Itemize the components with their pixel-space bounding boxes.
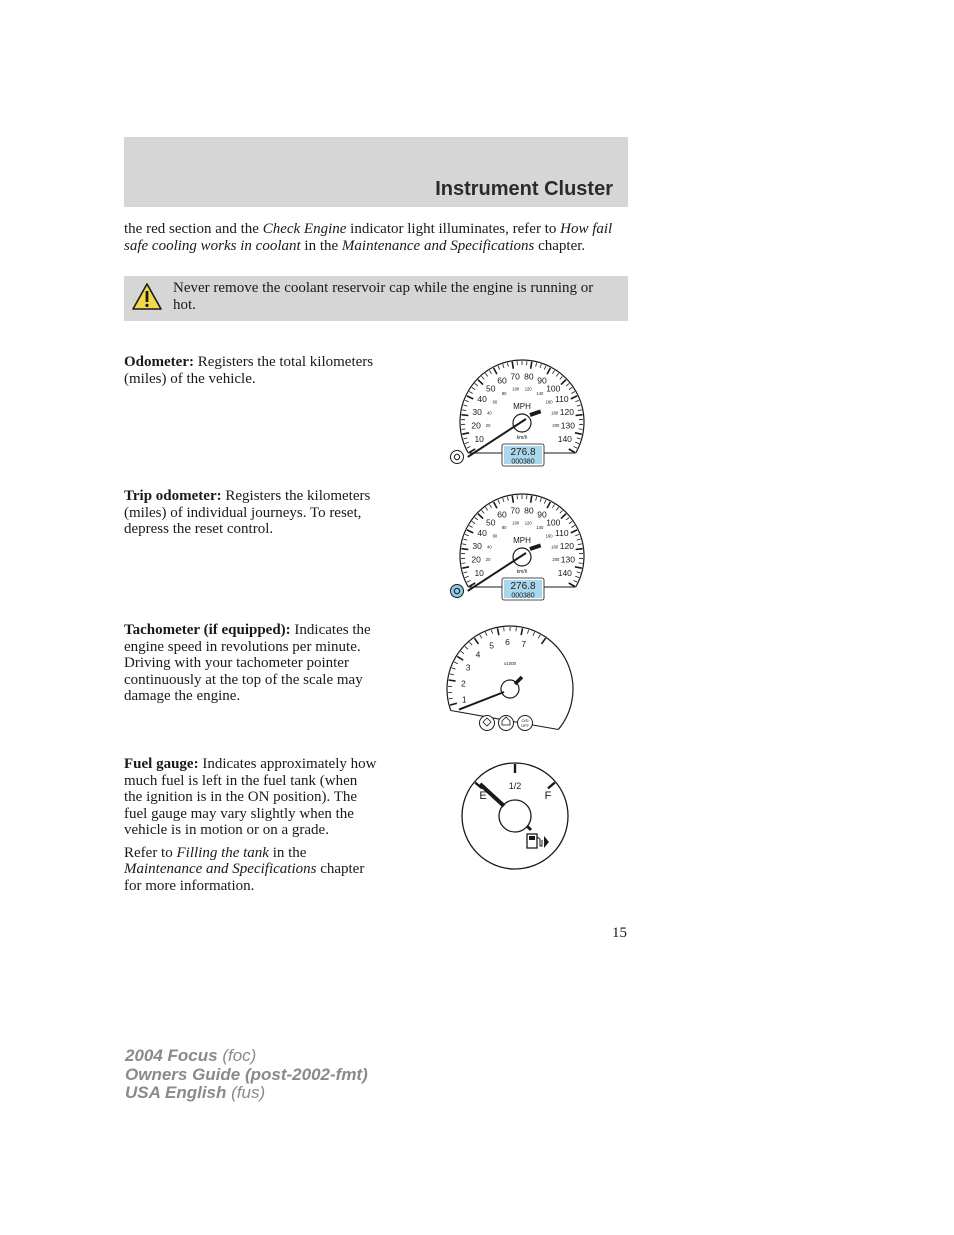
kmh-label: 180 (551, 410, 559, 416)
mph-label: 140 (557, 567, 572, 578)
fuel-gauge-desc: Indicates approximately how much fuel is left in the fuel tank (when the ignition is in the ON position). The fuel gauge may vary slightly when the vehicle is in motion or on a grade. (124, 756, 377, 838)
tach-label: 5 (489, 640, 495, 651)
kmh-label: 60 (492, 533, 498, 539)
odometer-desc: Registers the total kilometers (miles) of the vehicle. (124, 354, 374, 387)
footer-line-language (125, 1084, 368, 1103)
footer-language: USA English (125, 1083, 227, 1102)
mph-unit-label: MPH (513, 536, 531, 545)
warning-triangle-icon (131, 282, 163, 312)
footer-model-code: (foc) (217, 1046, 257, 1065)
mph-label: 90 (537, 375, 547, 386)
footer-model: 2004 Focus (125, 1046, 218, 1065)
speedometer-tick (531, 496, 532, 503)
fuel-full-label: F (544, 790, 552, 802)
tach-label: 2 (460, 678, 466, 689)
intro-text: indicator light illuminates, refer to (346, 221, 561, 237)
od-label: O/D (521, 718, 529, 723)
kmh-label: 40 (486, 544, 492, 550)
mph-label: 100 (546, 383, 561, 394)
speedometer-tick (576, 549, 583, 550)
tach-label: 6 (505, 637, 510, 648)
kmh-label: 120 (524, 386, 532, 392)
speedometer-trip-illustration (445, 486, 595, 606)
tach-label: 4 (475, 649, 481, 660)
mph-label: 20 (471, 554, 481, 565)
trip-odometer-paragraph (124, 488, 379, 538)
mph-label: 10 (474, 567, 484, 578)
speedometer-tick (512, 496, 513, 503)
kmh-label: 100 (512, 386, 520, 392)
mph-label: 20 (471, 420, 481, 431)
fail-safe-ref: How fail safe cooling works in coolant (124, 221, 613, 254)
tachometer-paragraph (124, 622, 379, 705)
needle-hub (513, 414, 531, 432)
mph-label: 120 (559, 540, 574, 551)
trip-odometer-term: Trip odometer: (124, 488, 222, 504)
odometer-readout: 000380 (511, 458, 535, 466)
off-label: OFF (521, 723, 529, 728)
section-title: Instrument Cluster (435, 178, 613, 200)
intro-text: in the (300, 237, 342, 254)
mph-label: 110 (555, 528, 569, 538)
speedometer-tick (461, 415, 468, 416)
fuel-ref-text: in the (268, 844, 307, 861)
kmh-label: 80 (501, 525, 507, 531)
trip-readout: 276.8 (510, 447, 536, 458)
intro-text: chapter. (534, 237, 586, 254)
kmh-label: 200 (552, 556, 560, 562)
tachometer-illustration (443, 622, 583, 742)
footer-guide: Owners Guide (post-2002-fmt) (125, 1064, 368, 1084)
filling-tank-ref: Filling the tank (176, 844, 269, 861)
kmh-unit-label: km/h (516, 569, 528, 575)
mph-label: 50 (485, 517, 496, 528)
mph-label: 40 (477, 528, 487, 538)
kmh-label: 60 (492, 399, 498, 405)
mph-label: 70 (510, 371, 520, 382)
kmh-label: 20 (485, 422, 491, 428)
kmh-label: 100 (512, 520, 520, 526)
warning-text: Never remove the coolant reservoir cap while the engine is running or hot. (173, 280, 594, 313)
tachometer-term: Tachometer (if equipped): (124, 622, 291, 638)
trip-readout: 276.8 (510, 581, 536, 592)
mph-label: 130 (560, 554, 575, 565)
home-lamp-icon (499, 716, 514, 731)
mph-label: 60 (497, 375, 507, 386)
check-engine-ref: Check Engine (262, 221, 347, 237)
speedometer-tick (531, 362, 532, 369)
fuel-ref-text: chapter for more information. (124, 861, 365, 894)
mph-label: 120 (559, 406, 574, 417)
footer-line-guide (125, 1066, 368, 1085)
tach-multiplier-label: x1000 (503, 661, 517, 666)
fuel-ref-text: Refer to (124, 844, 177, 861)
kmh-label: 160 (545, 399, 553, 405)
kmh-label: 80 (501, 391, 507, 397)
page-number: 15 (612, 925, 627, 941)
fuel-pump-window (529, 836, 535, 840)
chapter-header-band (124, 137, 628, 207)
mph-label: 60 (497, 509, 507, 520)
mph-label: 90 (537, 509, 547, 520)
trip-odometer-desc: Registers the kilometers (miles) of individual journeys. To reset, depress the reset control. (124, 488, 371, 537)
reset-button-icon (451, 451, 464, 464)
speedometer-tick (461, 549, 468, 550)
maintenance-ref: Maintenance and Specifications (124, 861, 317, 877)
tach-label: 1 (461, 694, 467, 705)
mph-label: 80 (524, 371, 534, 382)
mph-unit-label: MPH (513, 402, 531, 411)
footer-line-model (125, 1047, 368, 1066)
odometer-paragraph (124, 354, 379, 387)
mph-label: 80 (524, 505, 534, 516)
maintenance-ref: Maintenance and Specifications (341, 237, 535, 254)
speedometer-tick (576, 415, 583, 416)
mph-label: 100 (546, 517, 561, 528)
tach-bezel (447, 626, 573, 729)
mph-label: 70 (510, 505, 520, 516)
odometer-readout: 000380 (511, 592, 535, 600)
needle-hub (513, 548, 531, 566)
tach-label: 7 (521, 639, 527, 650)
speedometer-tick (512, 362, 513, 369)
intro-text: the red section and the (124, 221, 263, 237)
tachometer-desc: Indicates the engine speed in revolutions per minute. Driving with your tachometer pointer continuously at the top of the scale may damage the engine. (124, 622, 371, 704)
mph-label: 110 (555, 394, 569, 404)
speedometer-odometer-illustration (445, 352, 595, 472)
odometer-term: Odometer: (124, 354, 194, 370)
fuel-half-label: 1/2 (508, 781, 522, 791)
footer-language-code: (fus) (226, 1083, 266, 1102)
kmh-label: 120 (524, 520, 532, 526)
mph-label: 50 (485, 383, 496, 394)
tach-label: 3 (465, 662, 471, 673)
warning-box (124, 276, 628, 321)
mph-label: 30 (472, 406, 482, 417)
kmh-label: 200 (552, 422, 560, 428)
kmh-label: 180 (551, 544, 559, 550)
mph-label: 10 (474, 433, 484, 444)
mph-label: 130 (560, 420, 575, 431)
kmh-label: 140 (536, 525, 544, 531)
footer (125, 1047, 368, 1103)
kmh-label: 160 (545, 533, 553, 539)
kmh-label: 140 (536, 391, 544, 397)
kmh-unit-label: km/h (516, 435, 528, 441)
fuel-reference (124, 845, 379, 895)
fuel-gauge-term: Fuel gauge: (124, 756, 199, 772)
mph-label: 40 (477, 394, 487, 404)
mph-label: 30 (472, 540, 482, 551)
fuel-empty-label: E (479, 790, 487, 802)
intro-paragraph (124, 221, 630, 254)
fuel-gauge-paragraph (124, 756, 379, 894)
fuel-gauge-illustration (455, 756, 575, 874)
kmh-label: 20 (485, 556, 491, 562)
reset-button-icon (451, 585, 464, 598)
mph-label: 140 (557, 433, 572, 444)
tach-tick (449, 680, 456, 681)
kmh-label: 40 (486, 410, 492, 416)
